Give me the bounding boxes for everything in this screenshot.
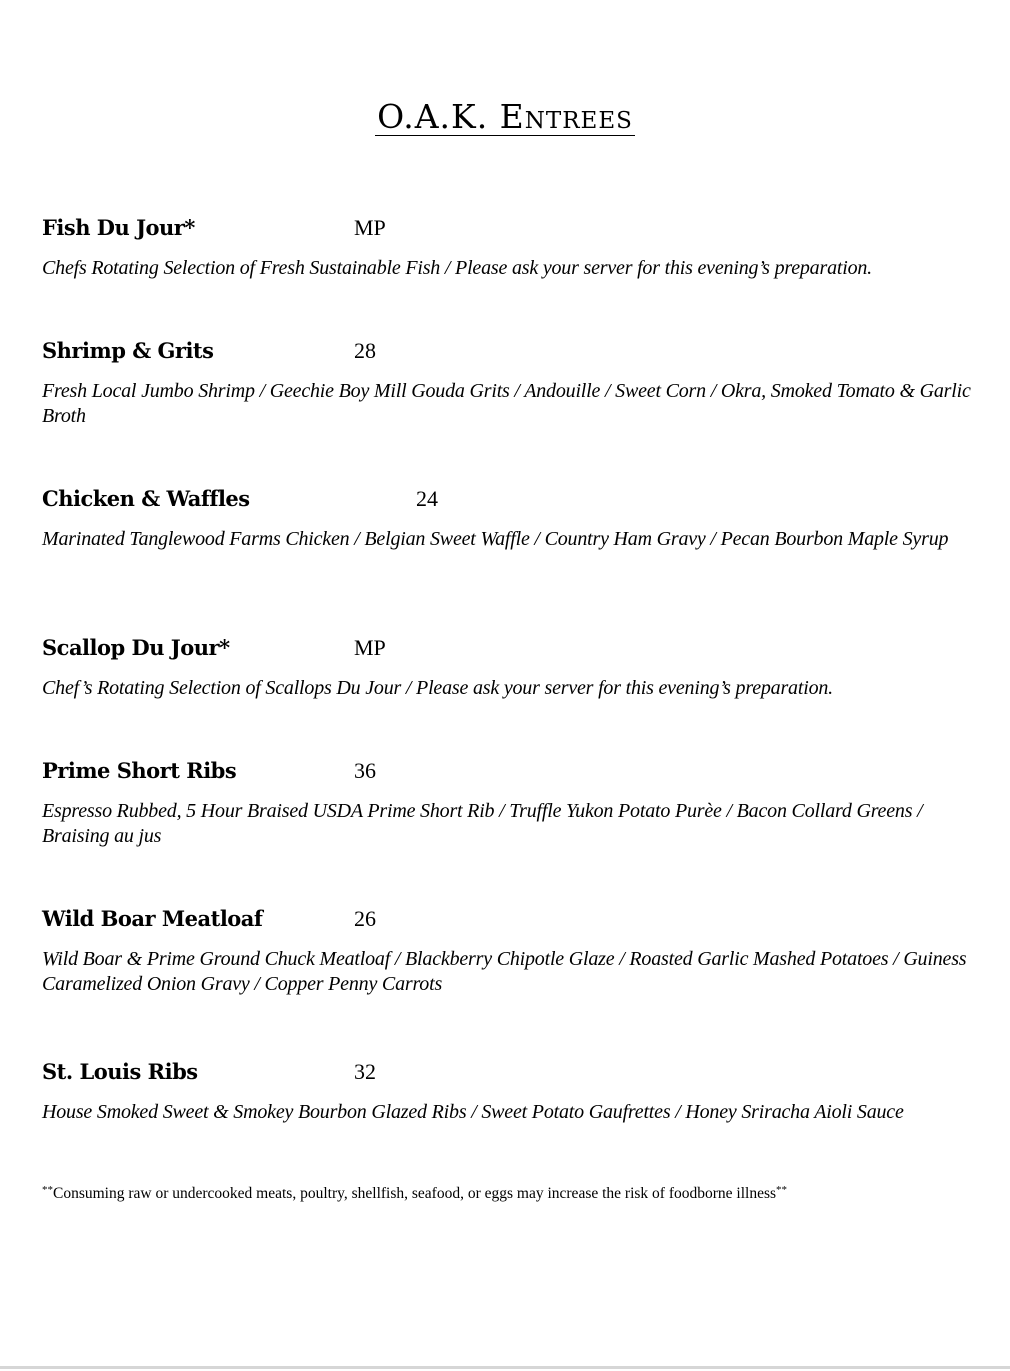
item-price: 32 xyxy=(354,1059,376,1084)
item-name: Wild Boar Meatloaf xyxy=(42,906,263,931)
item-name: Prime Short Ribs xyxy=(42,758,237,783)
item-price: 28 xyxy=(354,338,376,363)
item-description: Fresh Local Jumbo Shrimp / Geechie Boy Mill Gouda Grits / Andouille / Sweet Corn / Okra, Smoked Tomato & Garlic Broth xyxy=(42,380,971,427)
disclaimer-suffix: ** xyxy=(776,1184,788,1196)
page-bottom-divider xyxy=(0,1366,1010,1369)
page-title xyxy=(0,96,1010,138)
allergy-disclaimer xyxy=(42,1183,982,1205)
item-price: 24 xyxy=(416,486,438,511)
item-name: Scallop Du Jour* xyxy=(42,635,230,660)
item-name: Shrimp & Grits xyxy=(42,338,214,363)
item-description: Wild Boar & Prime Ground Chuck Meatloaf / Blackberry Chipotle Glaze / Roasted Garlic Mashed Potatoes / Guiness Caramelized Onion Gravy / Copper Penny Carrots xyxy=(42,948,967,995)
disclaimer-prefix: ** xyxy=(42,1184,53,1196)
item-price: MP xyxy=(354,635,386,660)
item-description: Marinated Tanglewood Farms Chicken / Belgian Sweet Waffle / Country Ham Gravy / Pecan Bourbon Maple Syrup xyxy=(42,528,949,550)
page-title-text: O.A.K. Entrees xyxy=(377,97,633,136)
item-name: Chicken & Waffles xyxy=(42,486,250,511)
item-name: St. Louis Ribs xyxy=(42,1059,198,1084)
item-description: House Smoked Sweet & Smokey Bourbon Glazed Ribs / Sweet Potato Gaufrettes / Honey Sriracha Aioli Sauce xyxy=(42,1101,904,1123)
item-price: 26 xyxy=(354,906,376,931)
disclaimer-text: Consuming raw or undercooked meats, poultry, shellfish, seafood, or eggs may increase the risk of foodborne illness xyxy=(53,1185,777,1202)
item-description: Chef’s Rotating Selection of Scallops Du Jour / Please ask your server for this evening’s preparation. xyxy=(42,677,833,699)
item-name: Fish Du Jour* xyxy=(42,215,195,240)
item-description: Espresso Rubbed, 5 Hour Braised USDA Prime Short Rib / Truffle Yukon Potato Purèe / Bacon Collard Greens / Braising au jus xyxy=(42,800,923,847)
item-description: Chefs Rotating Selection of Fresh Sustainable Fish / Please ask your server for this evening’s preparation. xyxy=(42,257,872,279)
item-price: 36 xyxy=(354,758,376,783)
item-price: MP xyxy=(354,215,386,240)
